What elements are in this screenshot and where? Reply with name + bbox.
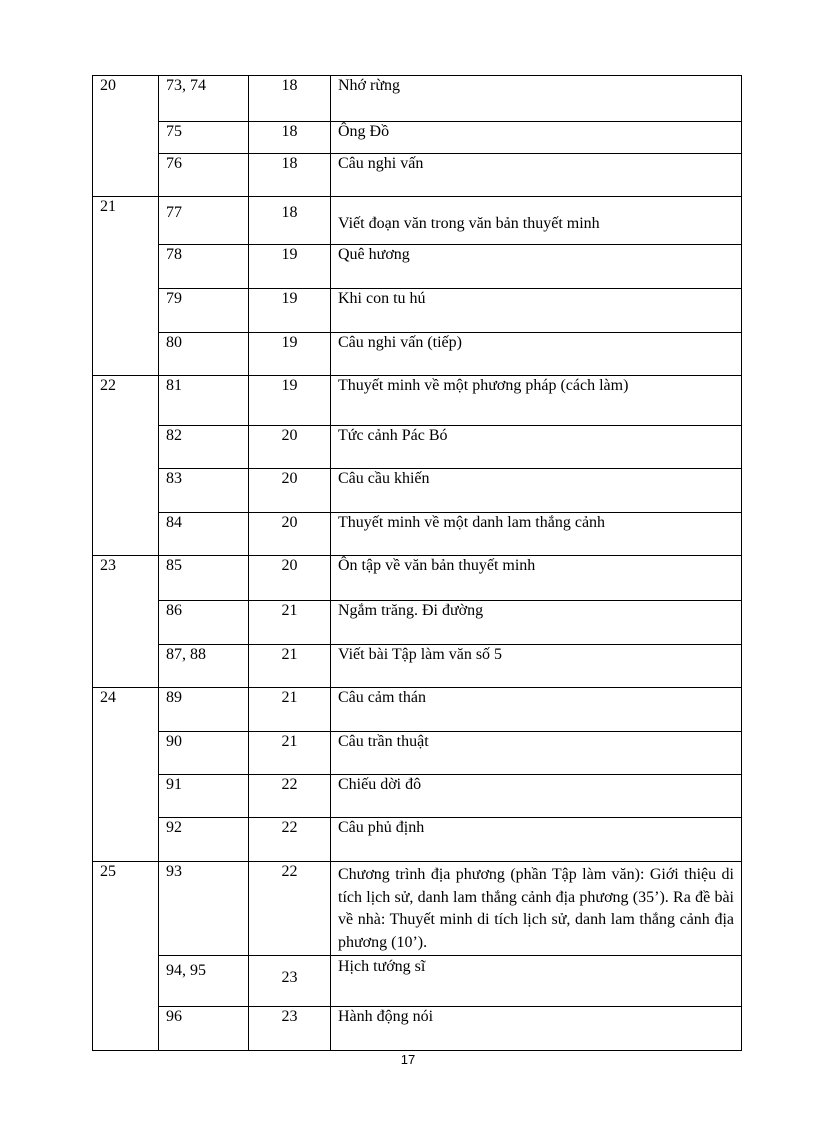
lesson-cell: 93 (159, 862, 249, 956)
lesson-cell: 94, 95 (159, 955, 249, 1006)
title-cell: Thuyết minh về một danh lam thắng cảnh (331, 513, 742, 556)
number-cell: 19 (249, 245, 331, 289)
title-cell: Chiếu dời đô (331, 775, 742, 818)
table-row (93, 197, 742, 245)
lesson-cell: 90 (159, 732, 249, 775)
title-cell: Câu cảm thán (331, 688, 742, 732)
title-cell: Câu nghi vấn (tiếp) (331, 333, 742, 376)
number-cell: 21 (249, 688, 331, 732)
week-cell: 23 (93, 556, 159, 688)
lesson-cell: 77 (159, 197, 249, 245)
lesson-cell: 82 (159, 426, 249, 469)
page-number: 17 (400, 1052, 416, 1067)
table-row (93, 601, 742, 645)
lesson-cell: 73, 74 (159, 76, 249, 122)
table-row (93, 818, 742, 862)
lesson-cell: 86 (159, 601, 249, 645)
number-cell: 20 (249, 556, 331, 601)
table-row (93, 955, 742, 1006)
table-row (93, 862, 742, 956)
title-cell: Câu phủ định (331, 818, 742, 862)
lesson-cell: 87, 88 (159, 645, 249, 688)
title-cell: Ôn tập về văn bản thuyết minh (331, 556, 742, 601)
table-row (93, 289, 742, 333)
week-cell: 21 (93, 197, 159, 376)
table-row (93, 154, 742, 197)
table-row (93, 426, 742, 469)
number-cell: 20 (249, 426, 331, 469)
table-row (93, 688, 742, 732)
number-cell: 18 (249, 76, 331, 122)
number-cell: 21 (249, 601, 331, 645)
number-cell: 19 (249, 376, 331, 426)
title-cell: Ngắm trăng. Đi đường (331, 601, 742, 645)
week-cell: 22 (93, 376, 159, 556)
title-cell: Viết bài Tập làm văn số 5 (331, 645, 742, 688)
lesson-cell: 84 (159, 513, 249, 556)
week-cell: 20 (93, 76, 159, 197)
number-cell: 23 (249, 955, 331, 1006)
table-row (93, 556, 742, 601)
table-row (93, 245, 742, 289)
week-cell: 24 (93, 688, 159, 862)
title-cell: Ông Đồ (331, 122, 742, 154)
title-cell: Thuyết minh về một phương pháp (cách làm) (331, 376, 742, 426)
number-cell: 19 (249, 289, 331, 333)
week-cell: 25 (93, 862, 159, 1051)
table-row (93, 775, 742, 818)
lesson-cell: 80 (159, 333, 249, 376)
lesson-cell: 92 (159, 818, 249, 862)
table-row (93, 732, 742, 775)
title-cell: Câu nghi vấn (331, 154, 742, 197)
number-cell: 21 (249, 732, 331, 775)
lesson-cell: 85 (159, 556, 249, 601)
number-cell: 22 (249, 775, 331, 818)
number-cell: 21 (249, 645, 331, 688)
lesson-cell: 79 (159, 289, 249, 333)
number-cell: 20 (249, 469, 331, 513)
lesson-cell: 76 (159, 154, 249, 197)
number-cell: 18 (249, 122, 331, 154)
number-cell: 22 (249, 862, 331, 956)
title-cell: Khi con tu hú (331, 289, 742, 333)
lesson-cell: 83 (159, 469, 249, 513)
title-cell: Câu cầu khiến (331, 469, 742, 513)
number-cell: 19 (249, 333, 331, 376)
title-cell: Tức cảnh Pác Bó (331, 426, 742, 469)
lesson-cell: 96 (159, 1006, 249, 1050)
lesson-cell: 89 (159, 688, 249, 732)
title-cell: Câu trần thuật (331, 732, 742, 775)
number-cell: 18 (249, 154, 331, 197)
title-cell: Chương trình địa phương (phần Tập làm văn): Giới thiệu di tích lịch sử, danh lam thắng cảnh địa phương (35’). Ra đề bài về nhà: Thuyết minh di tích lịch sử, danh lam thắng cảnh địa phương (10’). (331, 862, 742, 956)
number-cell: 23 (249, 1006, 331, 1050)
title-cell: Quê hương (331, 245, 742, 289)
title-cell: Viết đoạn văn trong văn bản thuyết minh (331, 197, 742, 245)
lesson-schedule-table (92, 75, 742, 1051)
table-row (93, 469, 742, 513)
table-row (93, 376, 742, 426)
lesson-cell: 75 (159, 122, 249, 154)
table-row (93, 122, 742, 154)
title-cell: Hành động nói (331, 1006, 742, 1050)
table-row (93, 333, 742, 376)
lesson-cell: 91 (159, 775, 249, 818)
table-row (93, 1006, 742, 1050)
title-cell: Nhớ rừng (331, 76, 742, 122)
lesson-cell: 81 (159, 376, 249, 426)
number-cell: 18 (249, 197, 331, 245)
number-cell: 22 (249, 818, 331, 862)
table-row (93, 645, 742, 688)
title-cell: Hịch tướng sĩ (331, 955, 742, 1006)
number-cell: 20 (249, 513, 331, 556)
table-row (93, 513, 742, 556)
table-row (93, 76, 742, 122)
lesson-cell: 78 (159, 245, 249, 289)
